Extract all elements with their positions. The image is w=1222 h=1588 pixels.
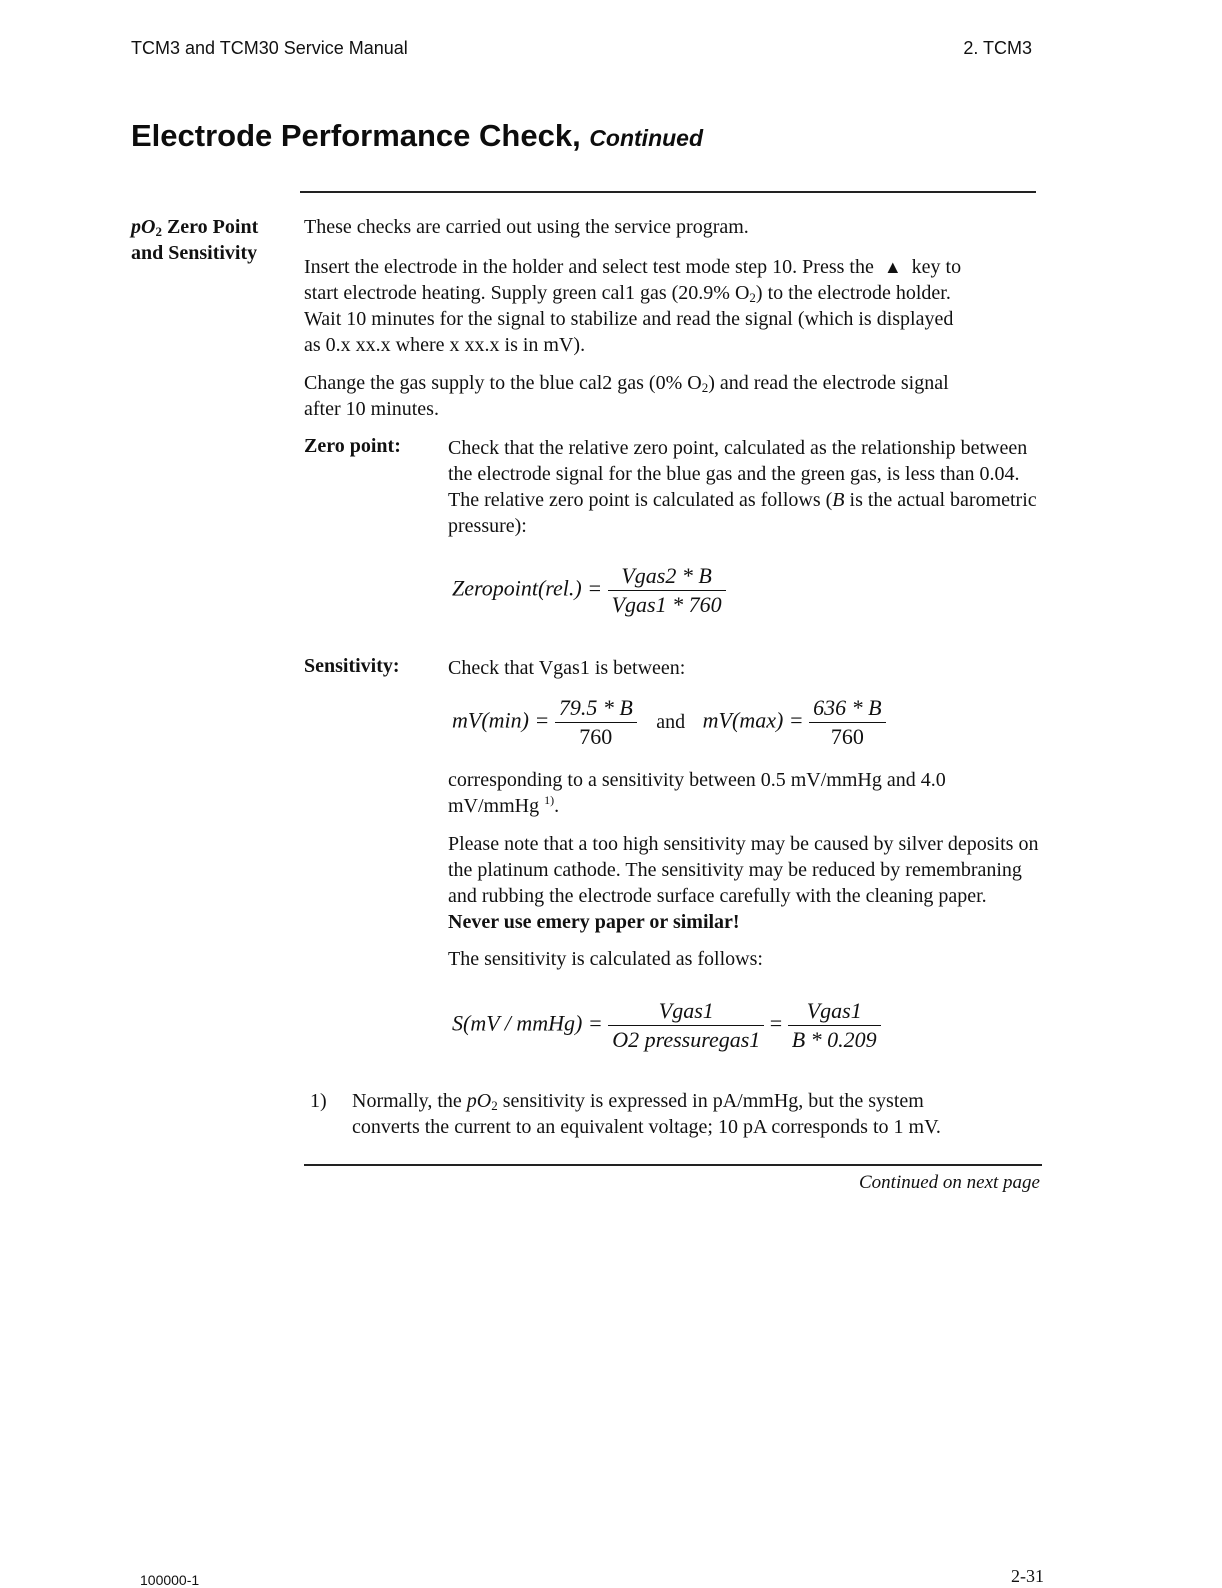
- title-continued: Continued: [589, 125, 704, 151]
- change-gas-paragraph: [304, 370, 1044, 422]
- corresponding-text: [448, 767, 1040, 819]
- emery-warning: Never use emery paper or similar!: [448, 911, 740, 933]
- continued-next-page: Continued on next page: [859, 1172, 1040, 1193]
- change-gas-sub: 2: [701, 380, 709, 395]
- side-heading: [131, 214, 258, 266]
- procedure-line2b: ) to the electrode holder.: [755, 282, 951, 304]
- procedure-line1b: key to: [911, 256, 962, 278]
- min-numerator: 79.5 * B: [555, 694, 637, 723]
- s-fraction-1: [608, 997, 764, 1054]
- footnote-marker: 1): [310, 1090, 327, 1112]
- sensitivity-equation: [452, 997, 881, 1054]
- bottom-divider: [304, 1164, 1042, 1166]
- max-numerator: 636 * B: [809, 694, 885, 723]
- footnote-a: Normally, the: [352, 1090, 467, 1112]
- max-fraction: [809, 694, 885, 751]
- s-numerator-1: Vgas1: [608, 997, 764, 1026]
- zero-point-fraction: [608, 562, 726, 619]
- min-denominator: 760: [579, 724, 613, 749]
- sensitivity-range-equation: [452, 694, 886, 751]
- side-heading-sub: 2: [155, 224, 162, 239]
- sensitivity-check: Check that Vgas1 is between:: [448, 657, 686, 679]
- change-gas-line2: after 10 minutes.: [304, 398, 439, 420]
- s-equals: =: [769, 1010, 783, 1036]
- footer-page-number: 2-31: [1011, 1566, 1044, 1586]
- and-word: and: [656, 710, 686, 733]
- top-divider: [300, 191, 1036, 193]
- max-eq-lhs: mV(max) =: [702, 707, 804, 733]
- page-title: [131, 118, 703, 154]
- footnote-sub: 2: [491, 1098, 498, 1113]
- procedure-line4: as 0.x xx.x where x xx.x is in mV).: [304, 334, 586, 356]
- silver-note: [448, 831, 1040, 935]
- s-denominator-2: B * 0.209: [791, 1027, 877, 1052]
- footer-doc-number: 100000-1: [140, 1572, 200, 1588]
- procedure-paragraph: [304, 254, 1044, 358]
- up-arrow-key-icon: ▲: [883, 257, 902, 277]
- zero-point-text: [448, 435, 1040, 539]
- procedure-line3: Wait 10 minutes for the signal to stabilize and read the signal (which is displayed: [304, 308, 954, 330]
- zero-point-denominator: Vgas1 * 760: [611, 592, 722, 617]
- procedure-line1a: Insert the electrode in the holder and select test mode step 10. Press the: [304, 256, 874, 278]
- zero-point-equation: [452, 562, 726, 619]
- zero-point-eq-lhs: Zeropoint(rel.) =: [452, 575, 603, 601]
- min-fraction: [555, 694, 637, 751]
- side-heading-p: pO: [131, 216, 156, 238]
- change-gas-line1a: Change the gas supply to the blue cal2 gas (0% O: [304, 372, 702, 394]
- footnote-text: [352, 1088, 1042, 1140]
- min-eq-lhs: mV(min) =: [452, 707, 550, 733]
- side-heading-line2: and Sensitivity: [131, 242, 258, 264]
- sensitivity-label: Sensitivity:: [304, 655, 400, 677]
- procedure-line2a: start electrode heating. Supply green cal1 gas (20.9% O: [304, 282, 750, 304]
- zero-point-numerator: Vgas2 * B: [608, 562, 726, 591]
- side-heading-rest: Zero Point: [161, 216, 259, 238]
- s-denominator-1: O2 pressuregas1: [612, 1027, 761, 1052]
- s-numerator-2: Vgas1: [788, 997, 881, 1026]
- procedure-line2-sub: 2: [749, 290, 756, 305]
- zero-point-text-c: is the actual barometric pressure):: [448, 489, 1037, 537]
- change-gas-line1b: ) and read the electrode signal: [708, 372, 949, 394]
- header-chapter: 2. TCM3: [963, 38, 1032, 58]
- title-main: Electrode Performance Check,: [131, 118, 581, 153]
- s-fraction-2: [788, 997, 881, 1054]
- footnote-b: sensitivity is expressed in pA/mmHg, but the system: [497, 1090, 924, 1112]
- footnote-ref: 1): [544, 793, 555, 807]
- intro-paragraph: These checks are carried out using the service program.: [304, 216, 749, 238]
- silver-note-text: Please note that a too high sensitivity may be caused by silver deposits on the platinum cathode. The sensitivity may be reduced by remembraning and rubbing the electrode surface carefully with the cleaning paper.: [448, 833, 1039, 907]
- header-manual-title: TCM3 and TCM30 Service Manual: [131, 38, 408, 58]
- max-denominator: 760: [830, 724, 864, 749]
- zero-point-text-a: Check that the relative zero point, calculated as the relationship between the electrode signal for the blue gas and the green gas, is less than 0.04. The relative zero point is calculated as follows (: [448, 437, 1028, 511]
- zero-point-text-b: B: [832, 489, 845, 511]
- zero-point-label: Zero point:: [304, 435, 401, 457]
- corresponding-line2: mV/mmHg: [448, 795, 540, 817]
- s-eq-lhs: S(mV / mmHg) =: [452, 1010, 603, 1036]
- sensitivity-calc-intro: The sensitivity is calculated as follows:: [448, 948, 763, 970]
- footnote-line2: converts the current to an equivalent voltage; 10 pA corresponds to 1 mV.: [352, 1116, 941, 1138]
- corresponding-end: .: [554, 795, 560, 817]
- corresponding-line1: corresponding to a sensitivity between 0.5 mV/mmHg and 4.0: [448, 769, 946, 791]
- footnote-p: pO: [466, 1090, 492, 1112]
